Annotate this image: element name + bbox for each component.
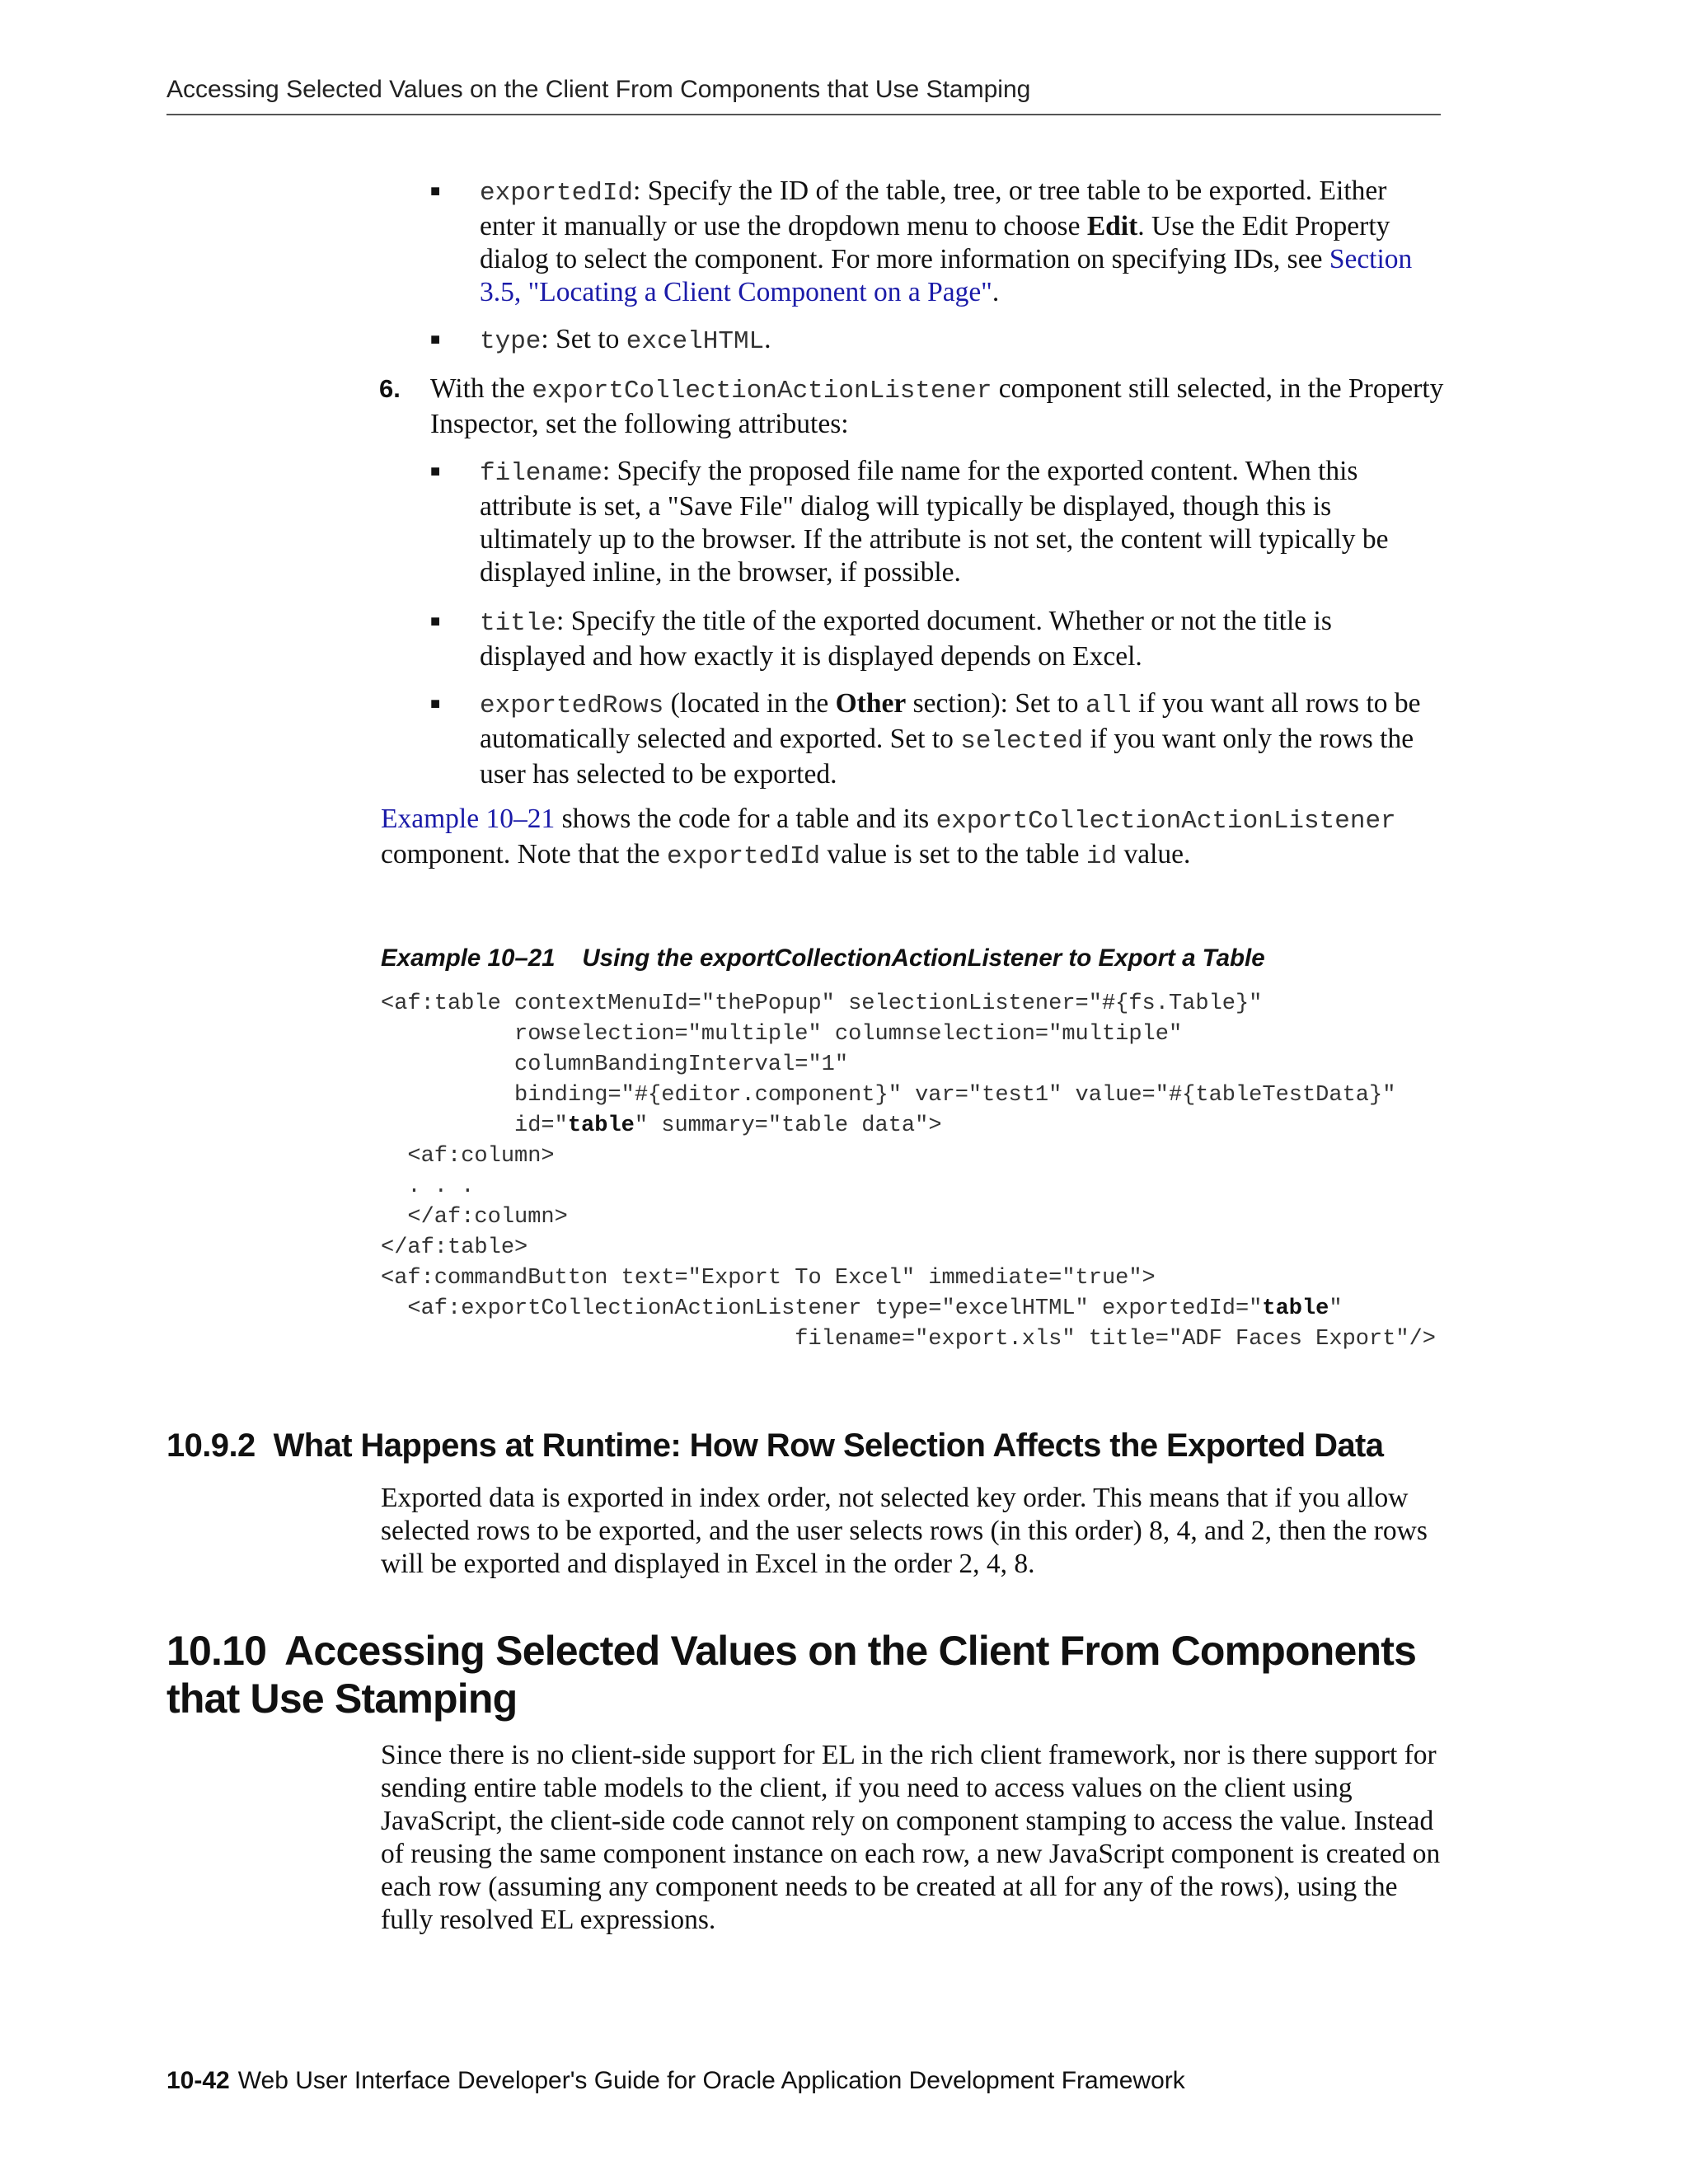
bullet-exportedrows xyxy=(430,687,1444,791)
bullet-square-icon: ■ xyxy=(430,612,441,630)
code-line: <af:table contextMenuId="thePopup" selectionListener="#{fs.Table}" xyxy=(381,991,1263,1016)
code-line: filename="export.xls" title="ADF Faces Export"/> xyxy=(381,1327,1437,1352)
bullet-square-icon: ■ xyxy=(430,462,441,480)
step-number: 6. xyxy=(379,374,401,403)
step-text: component still selected, in the Property Inspector, set the following attributes: xyxy=(430,373,1444,439)
code-line: rowselection="multiple" columnselection="multiple" xyxy=(381,1022,1183,1047)
code-line: id="table" summary="table data"> xyxy=(381,1113,942,1138)
bullet-square-icon: ■ xyxy=(430,182,441,200)
page-number: 10-42 xyxy=(166,2067,230,2094)
para-text: component. Note that the xyxy=(381,839,668,869)
code-line: binding="#{editor.component}" var="test1" value="#{tableTestData}" xyxy=(381,1083,1396,1108)
paragraph: Exported data is exported in index order, not selected key order. This means that if you allow selected rows to be exported, and the user selects rows (in this order) 8, 4, and 2, then the rows will be exported and displayed in Excel in the order 2, 4, 8. xyxy=(381,1483,1428,1579)
bold-edit: Edit xyxy=(1086,211,1138,241)
bullet-text: section): Set to xyxy=(906,688,1085,719)
book-title: Web User Interface Developer's Guide for Oracle Application Development Framework xyxy=(237,2067,1185,2094)
section-heading-10-9-2: 10.9.2 What Happens at Runtime: How Row Selection Affects the Exported Data xyxy=(166,1427,1384,1464)
code-line: . . . xyxy=(381,1174,475,1199)
bullet-square-icon: ■ xyxy=(430,330,441,349)
bullet-type xyxy=(430,323,1444,359)
bullet-text: . Use the Edit Property dialog to select the component. For more information on specifying IDs, see xyxy=(480,211,1390,274)
bullet-exportedid xyxy=(430,175,1444,309)
code-all: all xyxy=(1085,691,1132,720)
step-6 xyxy=(379,373,1444,441)
code-filename: filename xyxy=(480,459,603,488)
running-header: Accessing Selected Values on the Client From Components that Use Stamping xyxy=(166,76,1441,115)
section-10-9-2-body xyxy=(381,1482,1444,1581)
paragraph: Since there is no client-side support for EL in the rich client framework, nor is there support for sending entire table models to the client, if you need to access values on the client using JavaScript, the client-side code cannot rely on component stamping to access the value. Instead of reusing the same component instance on each row, a new JavaScript component is created on each row (assuming any component needs to be created at all for any of the rows), using the fully resolved EL expressions. xyxy=(381,1740,1441,1935)
code-exportedid: exportedId xyxy=(667,842,821,871)
code-excelhtml: excelHTML xyxy=(626,327,765,356)
bullet-text: : Specify the ID of the table, tree, or tree table to be exported. Either enter it manually or use the dropdown menu to choose xyxy=(480,176,1387,241)
code-exportcollectionactionlistener: exportCollectionActionListener xyxy=(532,377,992,405)
code-id: id xyxy=(1085,842,1118,871)
code-exportedid: exportedId xyxy=(480,179,634,208)
link-section-3-5[interactable]: Section 3.5, "Locating a Client Component on a Page" xyxy=(480,244,1413,307)
code-exportedrows: exportedRows xyxy=(480,691,664,720)
code-selected: selected xyxy=(960,727,1084,756)
code-exportcollectionactionlistener: exportCollectionActionListener xyxy=(935,807,1396,836)
bullet-square-icon: ■ xyxy=(430,695,441,713)
section-heading-10-10: 10.10 Accessing Selected Values on the Client From Components that Use Stamping xyxy=(166,1628,1417,1722)
code-line: </af:column> xyxy=(381,1205,568,1230)
code-title: title xyxy=(480,609,557,638)
bullet-text: if you want all rows to be automatically selected and exported. Set to xyxy=(480,688,1421,754)
section-10-10-body xyxy=(381,1739,1444,1937)
bullet-text: . xyxy=(992,277,1000,307)
code-line: <af:exportCollectionActionListener type="excelHTML" exportedId="table" xyxy=(381,1296,1343,1321)
code-line: </af:table> xyxy=(381,1235,528,1260)
bullet-text: : Set to xyxy=(541,324,626,354)
step-text: With the xyxy=(430,373,532,404)
code-type: type xyxy=(480,327,542,356)
bold-other: Other xyxy=(835,688,907,719)
bullet-text: (located in the xyxy=(663,688,836,719)
page-footer xyxy=(166,2067,1185,2095)
example-intro-paragraph xyxy=(381,803,1444,874)
para-text: value is set to the table xyxy=(820,839,1086,869)
link-example-10-21[interactable]: Example 10–21 xyxy=(381,804,556,834)
code-line: columnBandingInterval="1" xyxy=(381,1052,849,1077)
bullet-text: : Specify the title of the exported document. Whether or not the title is displayed and how exactly it is displayed depends on Excel. xyxy=(480,606,1332,672)
bullet-text: : Specify the proposed file name for the exported content. When this attribute is set, a "Save File" dialog will typically be displayed, though this is ultimately up to the browser. If the attribute is not set, the content will typically be displayed inline, in the browser, if possible. xyxy=(480,456,1389,588)
code-line: <af:column> xyxy=(381,1144,555,1169)
bullet-text: . xyxy=(764,324,771,354)
example-caption: Example 10–21 Using the exportCollectionActionListener to Export a Table xyxy=(381,944,1265,972)
code-line: <af:commandButton text="Export To Excel" immediate="true"> xyxy=(381,1266,1156,1291)
para-text: shows the code for a table and its xyxy=(555,804,936,834)
para-text: value. xyxy=(1117,839,1191,869)
bullet-filename xyxy=(430,455,1444,589)
bullet-text: if you want only the rows the user has selected to be exported. xyxy=(480,724,1414,790)
bullet-title xyxy=(430,605,1444,673)
